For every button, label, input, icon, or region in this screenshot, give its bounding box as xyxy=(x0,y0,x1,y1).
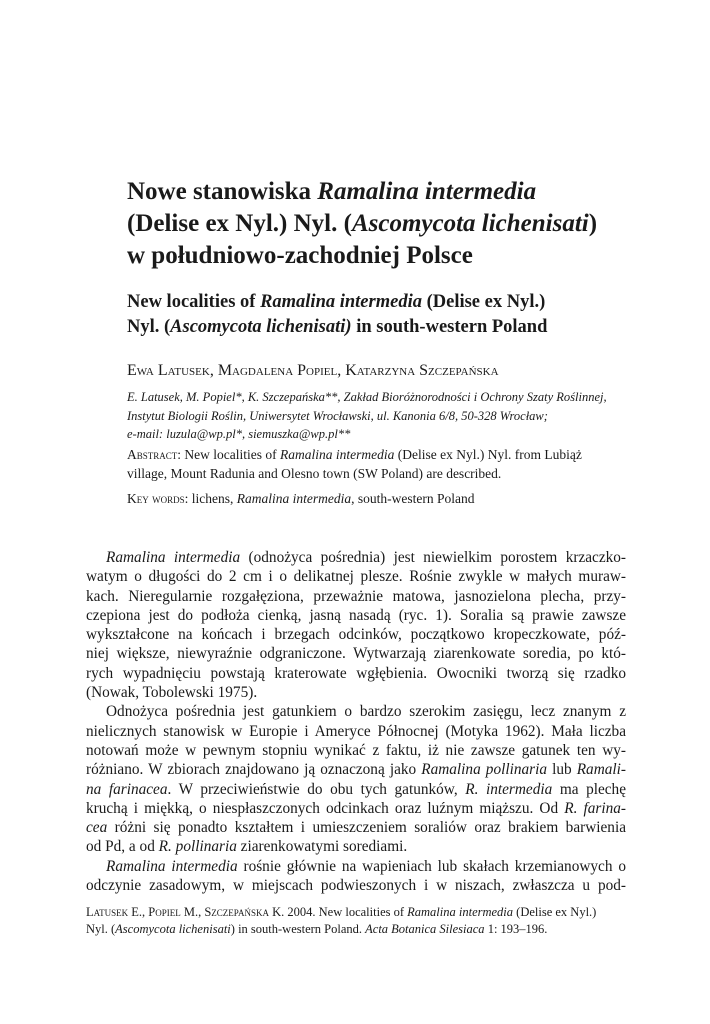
keywords: Key words: lichens, Ramalina intermedia, south-western Poland xyxy=(127,491,475,506)
article-subtitle xyxy=(127,290,627,340)
text-line: odczynie zasadowym, w miejscach podwieszonych i w niszach, zwłaszcza u pod- xyxy=(86,877,626,895)
text-line: niej większe, niewyraźnie odgraniczone. Wytwarzają ziarenkowate soredia, po któ- xyxy=(86,645,626,663)
text-line: kruchą i miękką, o niespłaszczonych odcinkach oraz luźnym miąższu. Od R. farina- xyxy=(86,799,626,817)
text-line: czepiona jest do podłoża cienką, jasną nasadą (ryc. 1). Soralia są prawie zawsze xyxy=(86,606,626,624)
subtitle-line-2: Nyl. (Ascomycota lichenisati) in south-western Poland xyxy=(127,317,548,337)
affiliation-line-3: e-mail: luzula@wp.pl*, siemuszka@wp.pl** xyxy=(127,427,351,441)
abstract-line-1: Abstract: New localities of Ramalina intermedia (Delise ex Nyl.) Nyl. from Lubiąż xyxy=(127,447,582,462)
abstract xyxy=(127,446,627,483)
text-line: różniano. W zbiorach znajdowano ją oznaczoną jako Ramalina pollinaria lub Ramali- xyxy=(86,761,626,779)
text-line: rych wypadnięciu powstają kraterowate wgłębienia. Owocniki tworzą się rzadko xyxy=(86,664,626,682)
citation-line-2: Nyl. (Ascomycota lichenisati) in south-western Poland. Acta Botanica Silesiaca 1: 193–196. xyxy=(86,922,548,936)
paragraph-3 xyxy=(86,857,626,896)
text-line: na farinacea. W przeciwieństwie do obu tych gatunków, R. intermedia ma plechę xyxy=(86,780,626,798)
text-line: Odnożyca pośrednia jest gatunkiem o bardzo szerokim zasięgu, lecz znanym z xyxy=(106,703,626,721)
text-line: cea różni się ponadto kształtem i umieszczeniem soraliów oraz brakiem barwienia xyxy=(86,819,626,837)
text-line: wykształcone na końcach i brzegach odcinków, początkowo kropeczkowate, póź- xyxy=(86,626,626,644)
affiliation-line-2: Instytut Biologii Roślin, Uniwersytet Wrocławski, ul. Kanonia 6/8, 50-328 Wrocław; xyxy=(127,408,548,423)
text-line: Ramalina intermedia (odnożyca pośrednia) jest niewielkim porostem krzaczko- xyxy=(106,549,627,566)
text-line: od Pd, a od R. pollinaria ziarenkowatymi sorediami. xyxy=(86,838,408,856)
paragraph-2 xyxy=(86,702,626,856)
author-list: Ewa Latusek, Magdalena Popiel, Katarzyna Szczepańska xyxy=(127,362,499,379)
text-line: kach. Nieregularnie rozgałęziona, przeważnie matowa, jasnozielona plecha, przy- xyxy=(86,587,626,605)
text-line: (Nowak, Tobolewski 1975). xyxy=(86,684,258,702)
title-line-1: Nowe stanowiska Ramalina intermedia xyxy=(127,178,537,205)
body-text xyxy=(86,548,626,895)
subtitle-line-1: New localities of Ramalina intermedia (Delise ex Nyl.) xyxy=(127,292,546,312)
text-line: nielicznych stanowisk w Europie i Ameryce Północnej (Motyka 1962). Mała liczba xyxy=(86,722,626,740)
text-line: Ramalina intermedia rośnie głównie na wapieniach lub skałach krzemianowych o xyxy=(106,857,626,875)
text-line: notowań może w pewnym stopniu wynikać z faktu, iż nie zawsze gatunek ten wy- xyxy=(86,741,626,759)
text-line: watym o długości do 2 cm i o delikatnej plesze. Rośnie zwykle w małych muraw- xyxy=(86,568,626,586)
citation xyxy=(86,904,626,938)
keywords-label: Key words: xyxy=(127,491,189,506)
title-line-2: (Delise ex Nyl.) Nyl. (Ascomycota lichenisati) xyxy=(127,210,598,237)
article-title xyxy=(127,176,647,272)
paragraph-1 xyxy=(86,548,626,702)
abstract-line-2: village, Mount Radunia and Olesno town (SW Poland) are described. xyxy=(127,465,502,481)
affiliation-line-1: E. Latusek, M. Popiel*, K. Szczepańska**, Zakład Bioróżnorodności i Ochrony Szaty Roślinnej, xyxy=(127,390,607,404)
affiliation xyxy=(127,388,627,444)
citation-line-1: Latusek E., Popiel M., Szczepańska K. 2004. New localities of Ramalina intermedia (Delise ex Nyl.) xyxy=(86,905,597,919)
abstract-label: Abstract: xyxy=(127,447,182,462)
title-line-3: w południowo-zachodniej Polsce xyxy=(127,242,473,269)
